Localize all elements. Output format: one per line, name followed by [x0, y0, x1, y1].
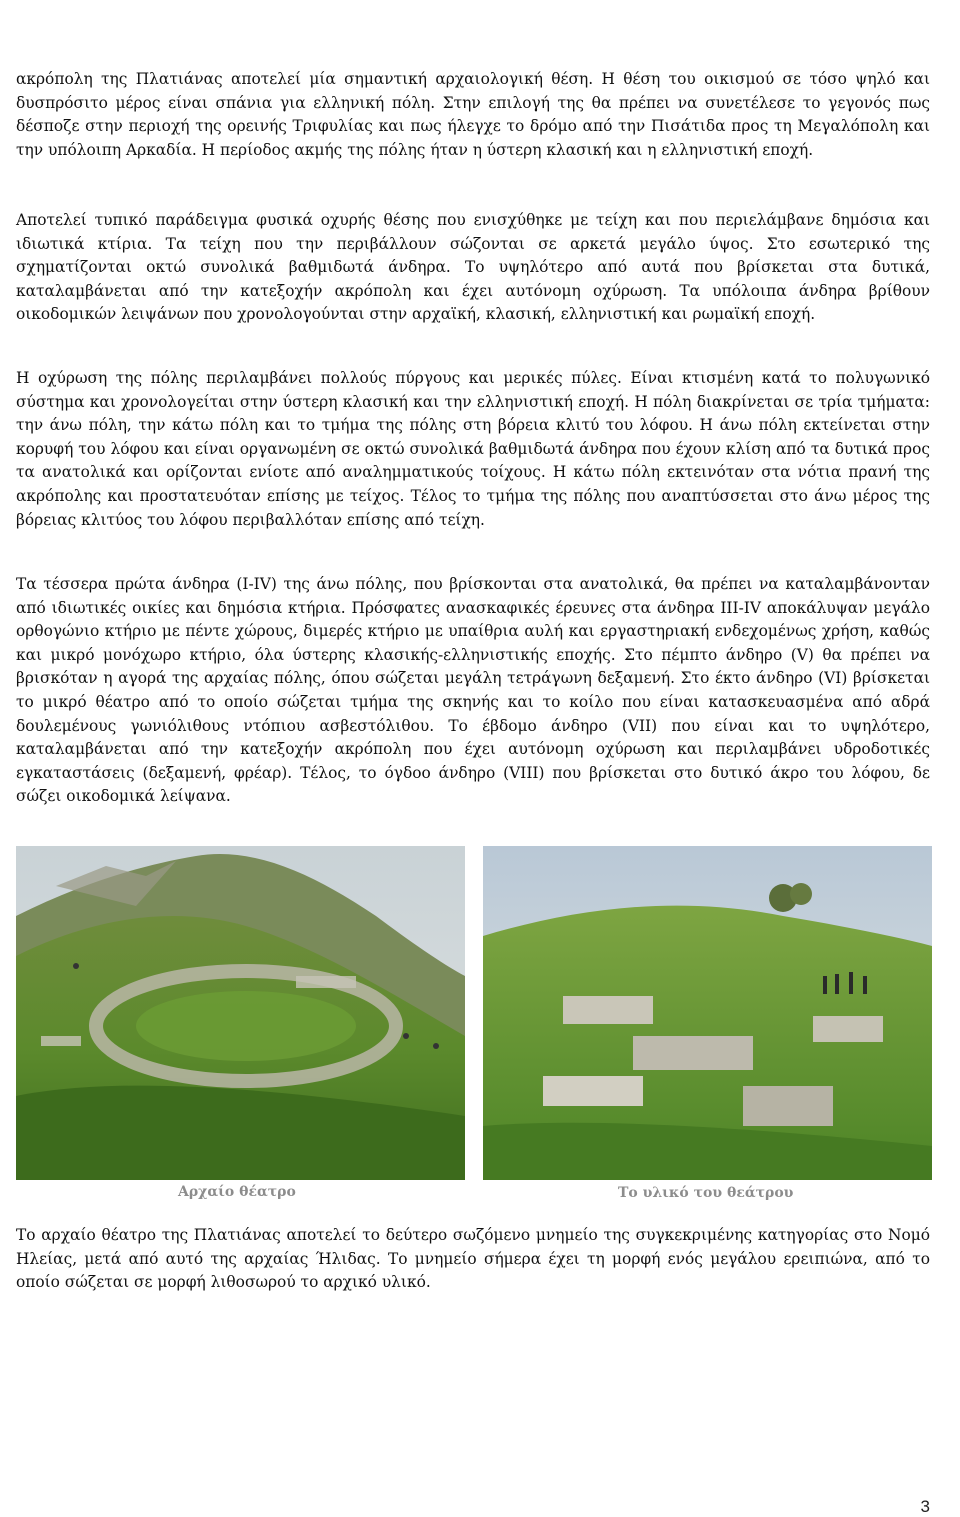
- paragraph-fortified-site: Αποτελεί τυπικό παράδειγμα φυσικά οχυρής θέσης που ενισχύθηκε με τείχη και που περιελάμβανε δημόσια και ιδιωτικά κτίρια. Τα τείχη που την περιβάλλουν σώζονται σε αρκετά μεγάλο ύψος. Στο εσωτερικό της σχηματίζονται οκτώ συνολικά βαθμιδωτά άνδηρα. Το υψηλότερο από αυτά που βρίσκεται στα δυτικά, καταλαμβάνεται από την κατεξοχήν ακρόπολη και έχει αυτόνομη οχύρωση. Τα υπόλοιπα άνδηρα βρίθουν οικοδομικών λειψάνων που χρονολογούνται στην αρχαϊκή, κλασική, ελληνιστική και ρωμαϊκή εποχή.: [16, 211, 930, 324]
- theatre-material-photo: [483, 846, 932, 1180]
- caption-ancient-theatre: Αρχαίο θέατρο: [178, 1184, 296, 1200]
- paragraph-acropolis-intro: ακρόπολη της Πλατιάνας αποτελεί μία σημαντική αρχαιολογική θέση. Η θέση του οικισμού σε τόσο ψηλό και δυσπρόσιτο μέρος είναι σπάνια για ελληνική πόλη. Στην επιλογή της θα πρέπει να συνετέλεσε το γεγονός πως δέσποζε στην περιοχή της ορεινής Τριφυλίας και πως ήλεγχε το δρόμο από την Πισάτιδα προς τη Μεγαλόπολη και την υπόλοιπη Αρκαδία. Η περίοδος ακμής της πόλης ήταν η ύστερη κλασική και η ελληνιστική εποχή.: [16, 70, 930, 159]
- caption-theatre-material: Το υλικό του θεάτρου: [618, 1185, 794, 1201]
- page-number: 3: [920, 1497, 930, 1516]
- theatre-photo: [16, 846, 465, 1180]
- paragraph-terraces: Τα τέσσερα πρώτα άνδηρα (I-IV) της άνω πόλης, που βρίσκονται στα ανατολικά, θα πρέπει να καταλαμβάνονταν από ιδιωτικές οικίες και δημόσια κτήρια. Πρόσφατες ανασκαφικές έρευνες στα άνδηρα III-IV αποκάλυψαν μεγάλο ορθογώνιο κτήριο με πέντε χώρους, διμερές κτήριο με υπαίθρια αυλή και εργαστηριακή ενδεχομένως χρήση, καθώς και μικρό μονόχωρο κτήριο, όλα ύστερης κλασικής-ελληνιστικής εποχής. Στο πέμπτο άνδηρο (V) θα πρέπει να βρισκόταν η αγορά της αρχαίας πόλης, όπου σώζεται μεγάλη τετράγωνη δεξαμενή. Στο έκτο άνδηρο (VI) βρίσκεται το μικρό θέατρο από το οποίο σώζεται τμήμα της σκηνής και το κοίλο που είναι κατασκευασμένα από αδρά δουλεμένους γωνιόλιθους ντόπιου ασβεστόλιθου. Το έβδομο άνδηρο (VII) που είναι και το υψηλότερο, καταλαμβάνεται από την κατεξοχήν ακρόπολη που έχει αυτόνομη οχύρωση και περιλαμβάνει υδροδοτικές εγκαταστάσεις (δεξαμενή, φρέαρ). Τέλος, το όγδοο άνδηρο (VIII) που βρίσκεται στο δυτικό άκρο του λόφου, δε σώζει οικοδομικά λείψανα.: [16, 575, 930, 806]
- paragraph-ancient-theatre: Το αρχαίο θέατρο της Πλατιάνας αποτελεί το δεύτερο σωζόμενο μνημείο της συγκεκριμένης κατηγορίας στο Νομό Ηλείας, μετά από αυτό της αρχαίας Ήλιδας. Το μνημείο σήμερα έχει τη μορφή ενός μεγάλου ερειπιώνα, από το οποίο σώζεται σε μορφή λιθοσωρού το αρχικό υλικό.: [16, 1226, 930, 1292]
- paragraph-fortification: Η οχύρωση της πόλης περιλαμβάνει πολλούς πύργους και μερικές πύλες. Είναι κτισμένη κατά το πολυγωνικό σύστημα και χρονολογείται στην ύστερη κλασική και την ελληνιστική εποχή. Η πόλη διακρίνεται σε τρία τμήματα: την άνω πόλη, την κάτω πόλη και το τμήμα της πόλης στη βόρεια κλιτύ του λόφου. Η άνω πόλη εκτείνεται στην κορυφή του λόφου και είναι οργανωμένη σε οκτώ συνολικά βαθμιδωτά άνδηρα που έχουν κλίση από τα δυτικά προς τα ανατολικά και ορίζονται ενίοτε από αναλημματικούς τοίχους. Η κάτω πόλη εκτεινόταν στα νότια πρανή της ακρόπολης και προστατευόταν επίσης με τείχος. Τέλος το τμήμα της πόλης που αναπτύσσεται στο άνω μέρος της βόρειας κλιτύος του λόφου περιβαλλόταν επίσης από τείχη.: [16, 369, 930, 529]
